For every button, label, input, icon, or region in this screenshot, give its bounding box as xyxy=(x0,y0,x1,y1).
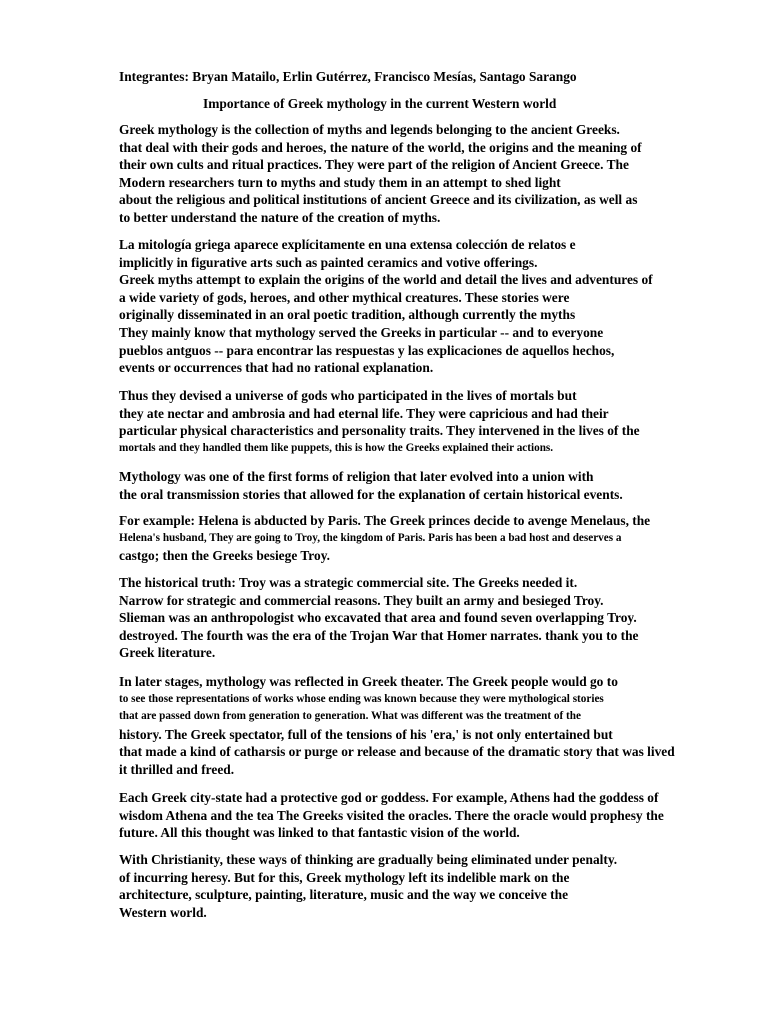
paragraph-2 xyxy=(119,236,653,377)
text-line: Greek myths attempt to explain the origins of the world and detail the lives and adventures of xyxy=(119,272,653,288)
text-line: destroyed. The fourth was the era of the Trojan War that Homer narrates. thank you to the xyxy=(119,627,639,643)
paragraph-7 xyxy=(119,673,675,779)
text-line: La mitología griega aparece explícitamente en una extensa colección de relatos e xyxy=(119,237,576,252)
paragraph-6 xyxy=(119,574,639,662)
text-line: wisdom Athena and the tea The Greeks visited the oracles. There the oracle would prophesy the xyxy=(119,807,664,823)
text-line: it thrilled and freed. xyxy=(119,761,235,777)
text-line: architecture, sculpture, painting, literature, music and the way we conceive the xyxy=(119,887,569,903)
text-line: history. The Greek spectator, full of the tensions of his 'era,' is not only entertained but xyxy=(119,726,613,742)
paragraph-3 xyxy=(119,387,640,457)
text-line: to better understand the nature of the creation of myths. xyxy=(119,209,441,225)
text-line: their own cults and ritual practices. They were part of the religion of Ancient Greece. The xyxy=(119,157,629,173)
text-line: They mainly know that mythology served the Greeks in particular -- and to everyone xyxy=(119,324,604,340)
text-line: implicitly in figurative arts such as painted ceramics and votive offerings. xyxy=(119,254,538,270)
text-line: For example: Helena is abducted by Paris. The Greek princes decide to avenge Menelaus, the xyxy=(119,513,651,528)
paragraph-1 xyxy=(119,121,642,227)
text-line: Helena's husband, They are going to Troy, the kingdom of Paris. Paris has been a bad host and deserves a xyxy=(119,531,622,544)
text-line: Western world. xyxy=(119,904,207,920)
text-line: originally disseminated in an oral poetic tradition, although currently the myths xyxy=(119,307,576,323)
text-line: In later stages, mythology was reflected in Greek theater. The Greek people would go to xyxy=(119,674,618,689)
text-line: to see those representations of works whose ending was known because they were mythological stories xyxy=(119,692,604,705)
text-line: Slieman was an anthropologist who excavated that area and found seven overlapping Troy. xyxy=(119,610,637,626)
text-line: Greek mythology is the collection of myths and legends belonging to the ancient Greeks. xyxy=(119,122,620,137)
text-line: a wide variety of gods, heroes, and other mythical creatures. These stories were xyxy=(119,289,570,305)
paragraph-9 xyxy=(119,851,617,921)
text-line: Greek literature. xyxy=(119,645,216,661)
text-line: events or occurrences that had no rational explanation. xyxy=(119,360,434,376)
text-line: mortals and they handled them like puppets, this is how the Greeks explained their actions. xyxy=(119,441,554,454)
text-line: future. All this thought was linked to that fantastic vision of the world. xyxy=(119,825,520,841)
paragraph-8 xyxy=(119,789,664,842)
text-line: that made a kind of catharsis or purge or release and because of the dramatic story that was lived xyxy=(119,744,675,760)
text-line: that deal with their gods and heroes, the nature of the world, the origins and the meaning of xyxy=(119,139,642,155)
text-line: of incurring heresy. But for this, Greek mythology left its indelible mark on the xyxy=(119,869,570,885)
paragraph-4 xyxy=(119,468,623,503)
authors-line: Integrantes: Bryan Matailo, Erlin Gutérrez, Francisco Mesías, Santago Sarango xyxy=(119,69,577,84)
text-line: Mythology was one of the first forms of religion that later evolved into a union with xyxy=(119,469,594,484)
text-line: The historical truth: Troy was a strategic commercial site. The Greeks needed it. xyxy=(119,575,578,590)
text-line: pueblos antguos -- para encontrar las respuestas y las explicaciones de aquellos hechos, xyxy=(119,342,615,358)
text-line: particular physical characteristics and personality traits. They intervened in the lives of the xyxy=(119,423,640,439)
paragraph-5 xyxy=(119,512,650,565)
text-line: the oral transmission stories that allowed for the explanation of certain historical events. xyxy=(119,486,623,502)
document-title: Importance of Greek mythology in the current Western world xyxy=(203,96,557,111)
text-line: Thus they devised a universe of gods who participated in the lives of mortals but xyxy=(119,388,577,403)
text-line: about the religious and political institutions of ancient Greece and its civilization, as well as xyxy=(119,192,638,208)
text-line: With Christianity, these ways of thinking are gradually being eliminated under penalty. xyxy=(119,852,618,867)
text-line: Each Greek city-state had a protective god or goddess. For example, Athens had the goddess of xyxy=(119,790,659,805)
text-line: they ate nectar and ambrosia and had eternal life. They were capricious and had their xyxy=(119,405,609,421)
text-line: that are passed down from generation to generation. What was different was the treatment of the xyxy=(119,710,581,723)
text-line: Modern researchers turn to myths and study them in an attempt to shed light xyxy=(119,174,561,190)
text-line: Narrow for strategic and commercial reasons. They built an army and besieged Troy. xyxy=(119,592,604,608)
text-line: castgo; then the Greeks besiege Troy. xyxy=(119,548,331,564)
